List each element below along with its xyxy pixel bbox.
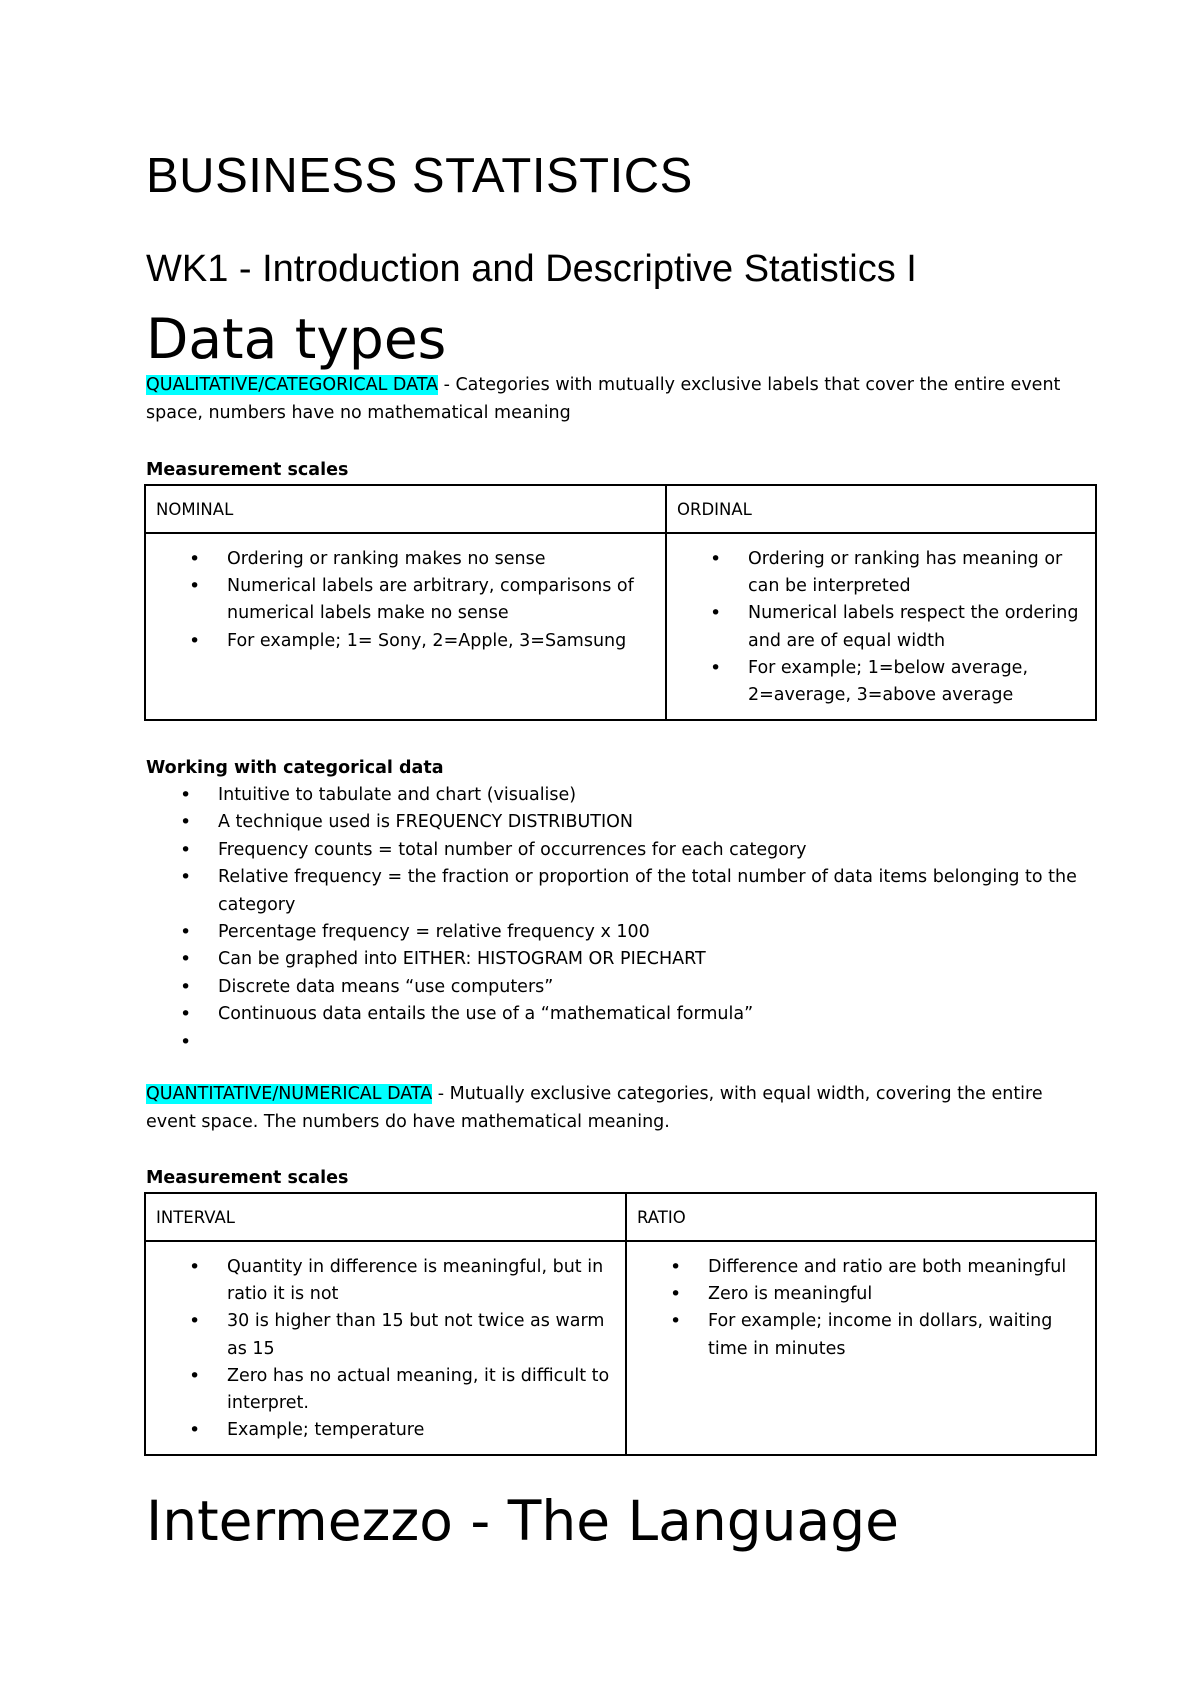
list-item: • For example; income in dollars, waiting time in minutes <box>708 1308 1083 1362</box>
categorical-data-list <box>146 782 1138 1056</box>
list-item: • For example; 1= Sony, 2=Apple, 3=Samsung <box>227 628 653 655</box>
list-item <box>218 1029 1138 1056</box>
document-subtitle: WK1 - Introduction and Descriptive Statistics I <box>146 248 917 290</box>
list-item: • Percentage frequency = relative frequency x 100 <box>218 919 1138 946</box>
list-item: • Frequency counts = total number of occurrences for each category <box>218 837 1138 864</box>
list-item: • A technique used is FREQUENCY DISTRIBUTION <box>218 809 1138 836</box>
qualitative-definition <box>146 372 1076 427</box>
list-item: • Continuous data entails the use of a “mathematical formula” <box>218 1001 1138 1028</box>
ordinal-cell <box>666 533 1096 720</box>
list-item: • Intuitive to tabulate and chart (visualise) <box>218 782 1138 809</box>
list-item: • For example; 1=below average, 2=average, 3=above average <box>748 655 1083 709</box>
measurement-scales-heading-2: Measurement scales <box>146 1168 349 1188</box>
list-item: • Numerical labels are arbitrary, comparisons of numerical labels make no sense <box>227 573 653 627</box>
ordinal-header: ORDINAL <box>666 485 1096 533</box>
list-item: • 30 is higher than 15 but not twice as warm as 15 <box>227 1308 613 1362</box>
section-heading-intermezzo: Intermezzo - The Language <box>146 1489 899 1553</box>
qualitative-scales-table <box>144 484 1097 721</box>
quantitative-definition <box>146 1081 1076 1136</box>
quantitative-description: - Mutually exclusive categories, with equal width, covering the entire event space. The numbers do have mathematical meaning. <box>146 1084 1043 1132</box>
document-title: BUSINESS STATISTICS <box>146 149 693 203</box>
list-item: • Example; temperature <box>227 1417 613 1444</box>
quantitative-scales-table <box>144 1192 1097 1456</box>
list-item: • Discrete data means “use computers” <box>218 974 1138 1001</box>
ratio-cell <box>626 1241 1096 1455</box>
list-item: • Can be graphed into EITHER: HISTOGRAM OR PIECHART <box>218 946 1138 973</box>
ratio-header: RATIO <box>626 1193 1096 1241</box>
list-item: • Numerical labels respect the ordering and are of equal width <box>748 600 1083 654</box>
list-item: • Relative frequency = the fraction or proportion of the total number of data items belonging to the category <box>218 864 1138 919</box>
quantitative-term: QUANTITATIVE/NUMERICAL DATA <box>146 1084 433 1104</box>
qualitative-term: QUALITATIVE/CATEGORICAL DATA <box>146 375 439 395</box>
working-with-categorical-heading: Working with categorical data <box>146 758 444 778</box>
list-item: • Ordering or ranking has meaning or can be interpreted <box>748 546 1083 600</box>
interval-cell <box>145 1241 626 1455</box>
section-heading-data-types: Data types <box>146 307 447 371</box>
list-item: • Ordering or ranking makes no sense <box>227 546 653 573</box>
interval-header: INTERVAL <box>145 1193 626 1241</box>
list-item: • Quantity in difference is meaningful, but in ratio it is not <box>227 1254 613 1308</box>
measurement-scales-heading-1: Measurement scales <box>146 460 349 480</box>
qualitative-description: - Categories with mutually exclusive labels that cover the entire event space, numbers have no mathematical meaning <box>146 375 1061 423</box>
list-item: • Difference and ratio are both meaningful <box>708 1254 1083 1281</box>
nominal-cell <box>145 533 666 720</box>
list-item: • Zero is meaningful <box>708 1281 1083 1308</box>
list-item: • Zero has no actual meaning, it is difficult to interpret. <box>227 1363 613 1417</box>
nominal-header: NOMINAL <box>145 485 666 533</box>
